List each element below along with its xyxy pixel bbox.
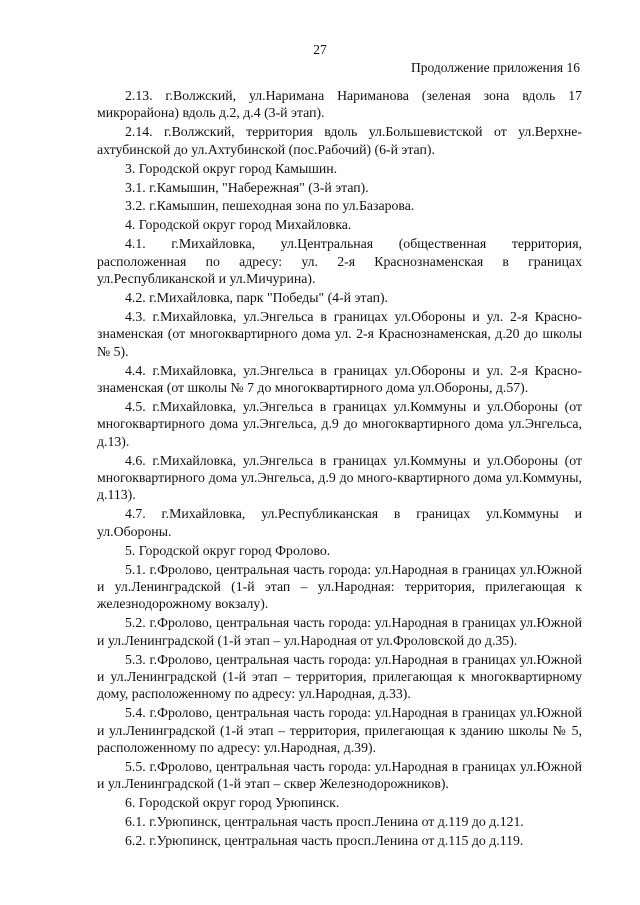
paragraph: 5.3. г.Фролово, центральная часть города: ул.Народная в границах ул.Южной и ул.Ленинградской (1-й этап – территория, прилегающая к многоквартирному дому, расположенному по адресу: ул.Народная, д.33). bbox=[97, 651, 582, 702]
paragraph: 3.2. г.Камышин, пешеходная зона по ул.Базарова. bbox=[125, 198, 415, 214]
paragraph: 4.3. г.Михайловка, ул.Энгельса в границах ул.Обороны и ул. 2-я Красно-знаменская (от многоквартирного дома ул. 2-я Краснознаменская, д.20 до школы № 5). bbox=[97, 308, 582, 359]
paragraph: 4.6. г.Михайловка, ул.Энгельса в границах ул.Коммуны и ул.Обороны (от многоквартирного дома ул.Энгельса, д.9 до много-квартирного дома ул.Коммуны, д.113). bbox=[97, 452, 582, 503]
paragraph: 5.4. г.Фролово, центральная часть города: ул.Народная в границах ул.Южной и ул.Ленинградской (1-й этап – территория, прилегающая к зданию школы № 5, расположенному по адресу: ул.Народная, д.39). bbox=[97, 705, 582, 756]
paragraph: 2.14. г.Волжский, территория вдоль ул.Большевистской от ул.Верхне-ахтубинской до ул.Ахтубинской (пос.Рабочий) (6-й этап). bbox=[97, 124, 582, 157]
paragraph: 4.4. г.Михайловка, ул.Энгельса в границах ул.Обороны и ул. 2-я Красно-знаменская (от школы № 7 до многоквартирного дома ул.Обороны, д.57). bbox=[97, 362, 582, 395]
section-heading: 3. Городской округ город Камышин. bbox=[125, 160, 338, 176]
paragraph: 4.2. г.Михайловка, парк "Победы" (4-й этап). bbox=[125, 289, 388, 305]
paragraph: 5.5. г.Фролово, центральная часть города: ул.Народная в границах ул.Южной и ул.Ленинградской (1-й этап – сквер Железнодорожников). bbox=[97, 759, 582, 792]
paragraph: 4.1. г.Михайловка, ул.Центральная (общественная территория, расположенная по адресу: ул. 2-я Краснознаменская в границах ул.Республиканской и ул.Мичурина). bbox=[97, 236, 582, 287]
paragraph: 5.1. г.Фролово, центральная часть города: ул.Народная в границах ул.Южной и ул.Ленинградской (1-й этап – ул.Народная: территория, прилегающая к железнодорожному вокзалу). bbox=[97, 561, 582, 612]
paragraph: 6.1. г.Урюпинск, центральная часть просп.Ленина от д.119 до д.121. bbox=[125, 814, 524, 830]
paragraph: 5.2. г.Фролово, центральная часть города: ул.Народная в границах ул.Южной и ул.Ленинградской (1-й этап – ул.Народная от ул.Фроловской до д.35). bbox=[97, 615, 582, 648]
paragraph: 2.13. г.Волжский, ул.Наримана Нариманова (зеленая зона вдоль 17 микрорайона) вдоль д.2, д.4 (3-й этап). bbox=[97, 88, 582, 121]
section-heading: 5. Городской округ город Фролово. bbox=[125, 542, 331, 558]
section-heading: 6. Городской округ город Урюпинск. bbox=[125, 795, 340, 811]
document-body bbox=[97, 87, 582, 851]
page-number: 27 bbox=[313, 42, 327, 57]
paragraph: 3.1. г.Камышин, "Набережная" (3-й этап). bbox=[125, 179, 369, 195]
section-heading: 4. Городской округ город Михайловка. bbox=[125, 217, 352, 233]
paragraph: 4.5. г.Михайловка, ул.Энгельса в границах ул.Коммуны и ул.Обороны (от многоквартирного дома ул.Энгельса, д.9 до многоквартирного дома ул.Энгельса, д.13). bbox=[97, 398, 582, 449]
paragraph: 6.2. г.Урюпинск, центральная часть просп.Ленина от д.115 до д.119. bbox=[125, 833, 524, 849]
appendix-continuation-label: Продолжение приложения 16 bbox=[410, 60, 580, 75]
paragraph: 4.7. г.Михайловка, ул.Республиканская в границах ул.Коммуны и ул.Обороны. bbox=[97, 506, 582, 539]
